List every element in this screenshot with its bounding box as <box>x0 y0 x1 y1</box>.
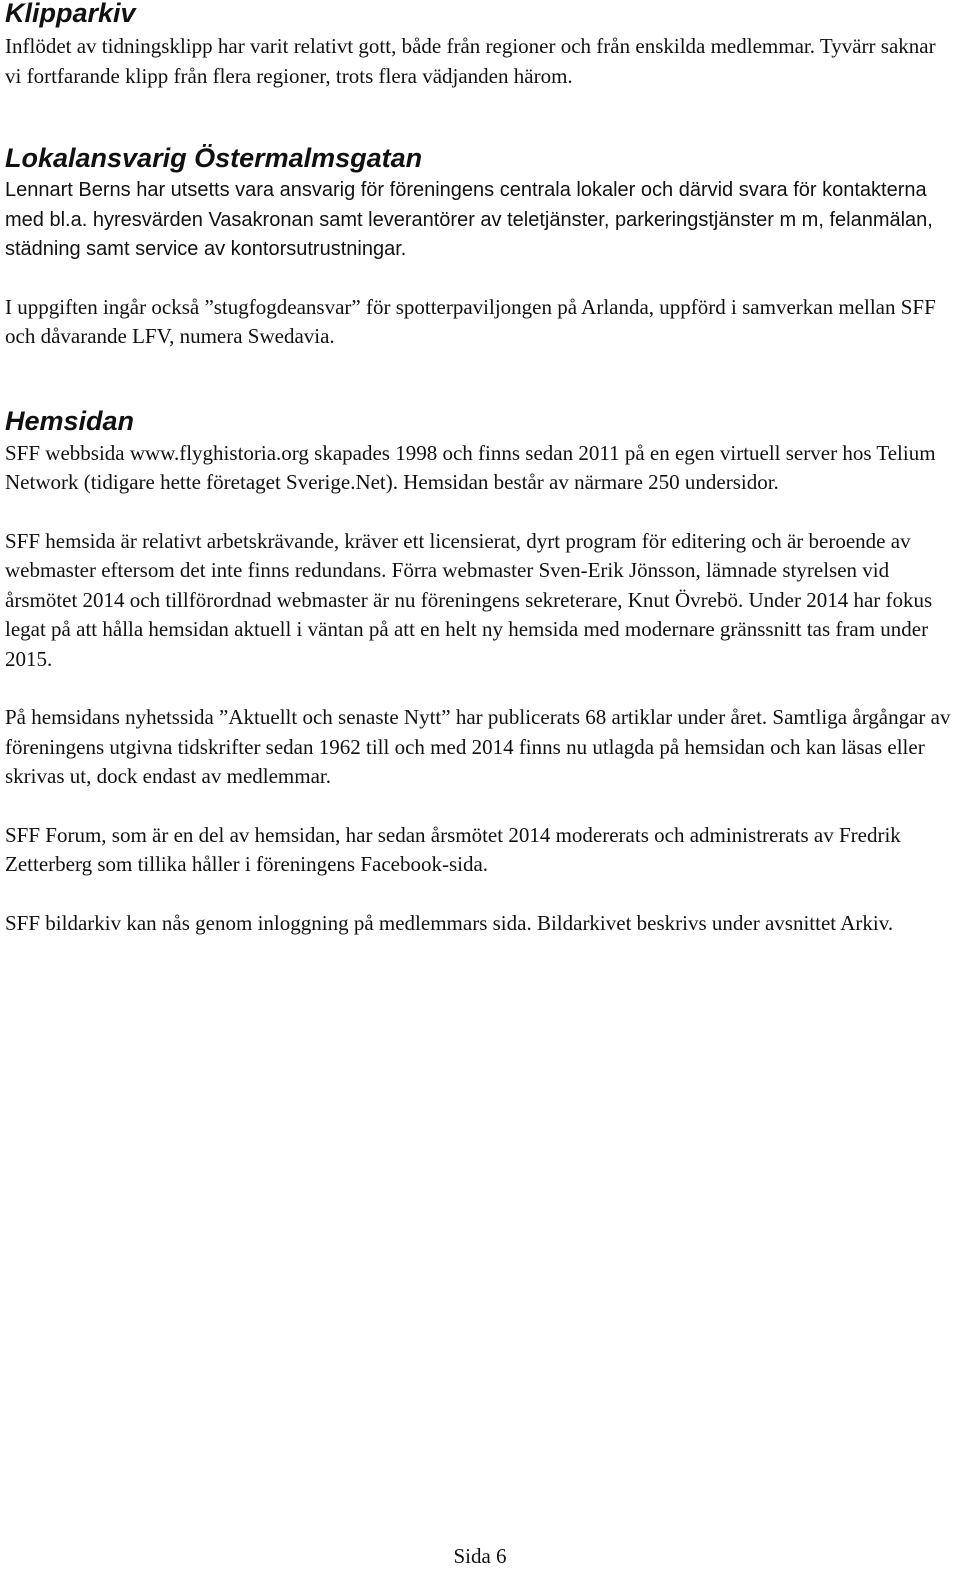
paragraph-hemsidan-2: SFF hemsida är relativt arbetskrävande, kräver ett licensierat, dyrt program för editering och är beroende av webmaster eftersom det inte finns redundans. Förra webmaster Sven-Erik Jönsson, lämnade styrelsen vid årsmötet 2014 och tillförordnad webmaster är nu föreningens sekreterare, Knut Övrebö. Under 2014 har fokus legat på att hålla hemsidan aktuell i väntan på att en helt ny hemsida med modernare gränssnitt tas fram under 2015. <box>5 528 933 671</box>
paragraph-lokalansvarig-1: Lennart Berns har utsetts vara ansvarig för föreningens centrala lokaler och därvid svara för kontakterna med bl.a. hyresvärden Vasakronan samt leverantörer av teletjänster, parkeringstjänster m m, felanmälan, städning samt service av kontorsutrustningar. <box>5 179 933 260</box>
heading-klipparkiv: Klipparkiv <box>5 0 136 28</box>
document-page <box>5 0 957 938</box>
heading-hemsidan: Hemsidan <box>5 405 135 436</box>
heading-lokalansvarig: Lokalansvarig Östermalmsgatan <box>5 143 423 173</box>
paragraph-hemsidan-3: På hemsidans nyhetssida ”Aktuellt och senaste Nytt” har publicerats 68 artiklar under året. Samtliga årgångar av föreningens utgivna tidskrifter sedan 1962 till och med 2014 finns nu utlagda på hemsidan och kan läsas eller skrivas ut, dock endast av medlemmar. <box>5 705 951 788</box>
page-number: Sida 6 <box>453 1544 507 1568</box>
paragraph-hemsidan-4: SFF Forum, som är en del av hemsidan, har sedan årsmötet 2014 modererats och administrerats av Fredrik Zetterberg som tillika håller i föreningens Facebook-sida. <box>5 822 901 876</box>
paragraph-klipparkiv: Inflödet av tidningsklipp har varit relativt gott, både från regioner och från enskilda medlemmar. Tyvärr saknar vi fortfarande klipp från flera regioner, trots flera vädjanden härom. <box>5 34 936 88</box>
paragraph-hemsidan-1: SFF webbsida www.flyghistoria.org skapades 1998 och finns sedan 2011 på en egen virtuell server hos Telium Network (tidigare hette företaget Sverige.Net). Hemsidan består av närmare 250 undersidor. <box>5 440 936 494</box>
paragraph-hemsidan-5: SFF bildarkiv kan nås genom inloggning på medlemmars sida. Bildarkivet beskrivs under avsnittet Arkiv. <box>5 910 894 935</box>
paragraph-lokalansvarig-2: I uppgiften ingår också ”stugfogdeansvar” för spotterpaviljongen på Arlanda, uppförd i samverkan mellan SFF och dåvarande LFV, numera Swedavia. <box>5 294 936 348</box>
